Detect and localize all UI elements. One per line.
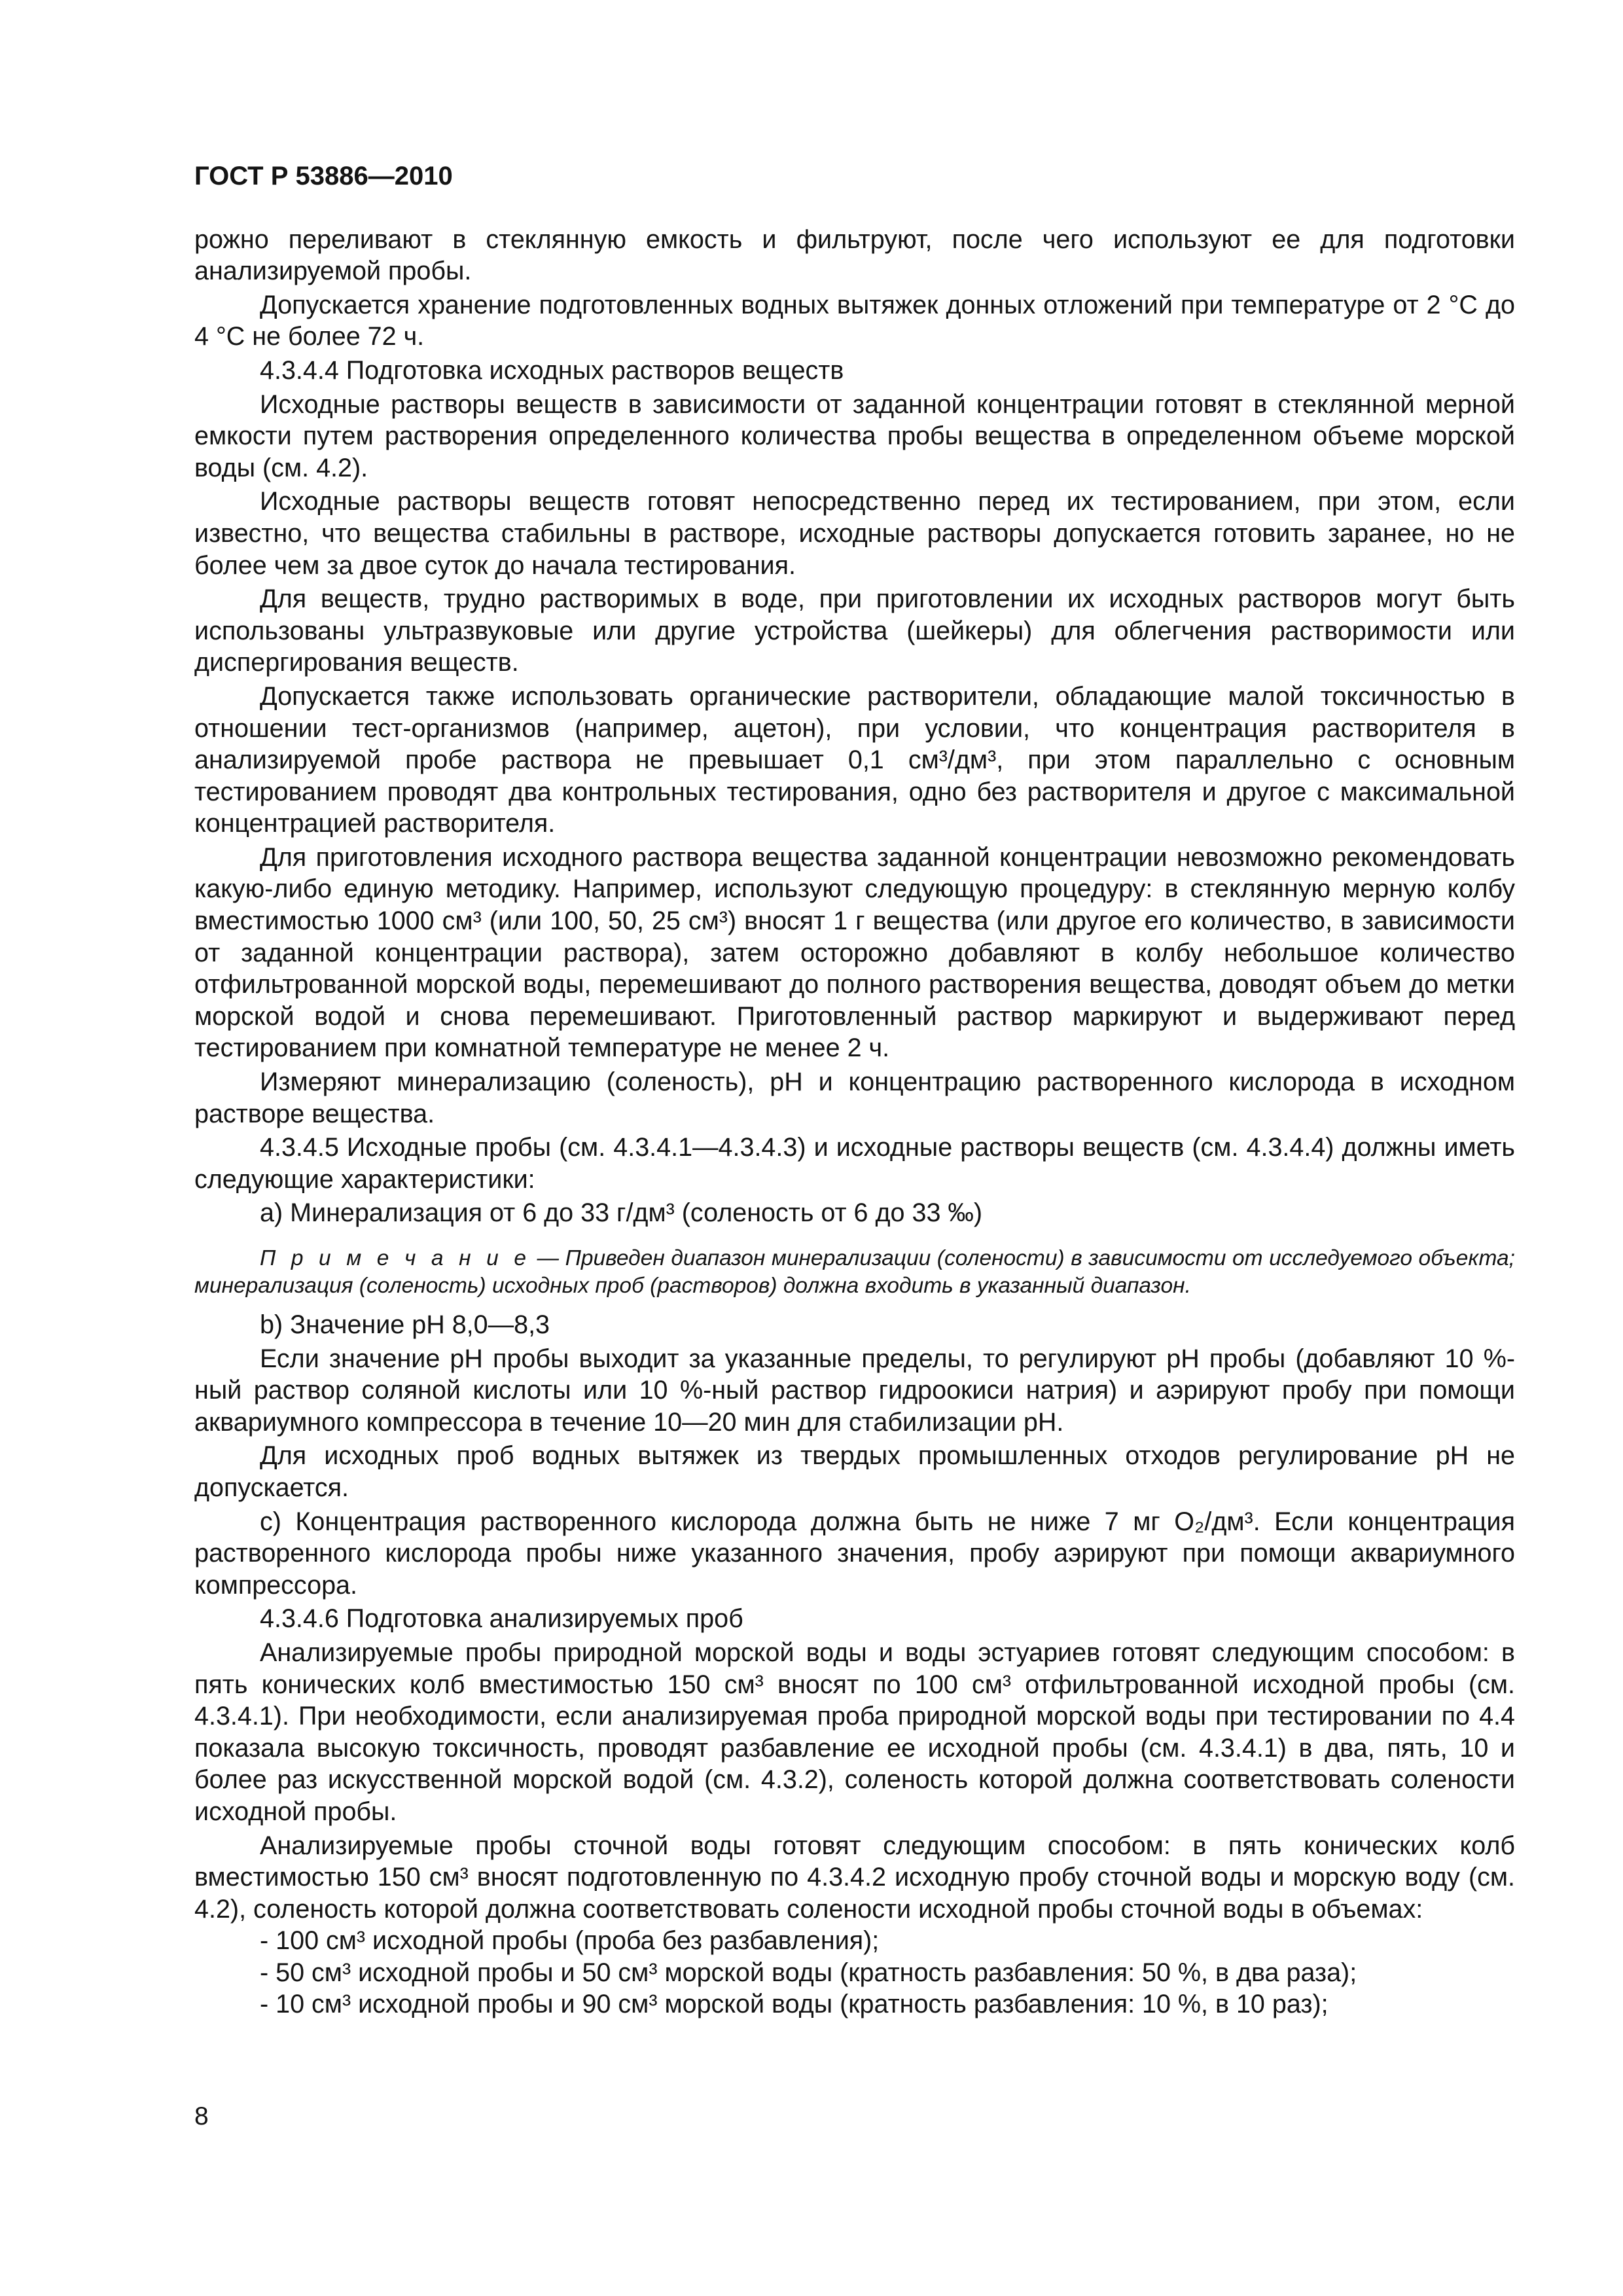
paragraph: рожно переливают в стеклянную емкость и фильтруют, после чего используют ее для подготовки анализируемой пробы.	[194, 224, 1515, 286]
document-header: ГОСТ Р 53886—2010	[194, 162, 453, 190]
paragraph: Для веществ, трудно растворимых в воде, при приготовлении их исходных растворов могут быть использованы ультразвуковые или другие устройства (шейкеры) для облегчения растворимости или диспергирования веществ.	[194, 584, 1515, 677]
list-item: - 50 см³ исходной пробы и 50 см³ морской воды (кратность разбавления: 50 %, в два раза);	[260, 1958, 1357, 1987]
note-label: П р и м е ч а н и е	[260, 1246, 531, 1270]
paragraph: Для исходных проб водных вытяжек из твердых промышленных отходов регулирование рН не допускается.	[194, 1441, 1515, 1502]
document-page	[194, 160, 1515, 2020]
note-paragraph	[194, 1245, 1515, 1300]
list-item: - 100 см³ исходной пробы (проба без разбавления);	[260, 1926, 880, 1956]
paragraph: 4.3.4.5 Исходные пробы (см. 4.3.4.1—4.3.4.3) и исходные растворы веществ (см. 4.3.4.4) должны иметь следующие характеристики:	[194, 1133, 1515, 1194]
paragraph: Анализируемые пробы природной морской воды и воды эстуариев готовят следующим способом: в пять конических колб вместимостью 150 см³ вносят по 100 см³ отфильтрованной исходной пробы (см. 4.3.4.1). При необходимости, если анализируемая проба природной морской воды при тестировании по 4.4 показала высокую токсичность, проводят разбавление ее исходной пробы (см. 4.3.4.1) в два, пять, 10 и более раз искусственной морской водой (см. 4.3.2), соленость которой должна соответствовать солености исходной пробы.	[194, 1638, 1515, 1826]
paragraph: Измеряют минерализацию (соленость), рН и концентрацию растворенного кислорода в исходном растворе вещества.	[194, 1067, 1515, 1128]
note-text: — Приведен диапазон минерализации (солености) в зависимости от исследуемого объекта; минерализация (соленость) исходных проб (растворов) должна входить в указанный диапазон.	[194, 1246, 1515, 1298]
paragraph: Для приготовления исходного раствора вещества заданной концентрации невозможно рекомендовать какую-либо единую методику. Например, используют следующую процедуру: в стеклянную мерную колбу вместимостью 1000 см³ (или 100, 50, 25 см³) вносят 1 г вещества (или другое его количество, в зависимости от заданной концентрации раствора), затем осторожно добавляют в колбу небольшое количество отфильтрованной морской воды, перемешивают до полного растворения вещества, доводят объем до метки морской водой и снова перемешивают. Приготовленный раствор маркируют и выдерживают перед тестированием при комнатной температуре не менее 2 ч.	[194, 842, 1515, 1063]
paragraph: Исходные растворы веществ готовят непосредственно перед их тестированием, при этом, если известно, что вещества стабильны в растворе, исходные растворы допускается готовить заранее, но не более чем за двое суток до начала тестирования.	[194, 487, 1515, 580]
paragraph: Допускается хранение подготовленных водных вытяжек донных отложений при температуре от 2 °С до 4 °С не более 72 ч.	[194, 290, 1515, 351]
paragraph: 4.3.4.4 Подготовка исходных растворов веществ	[260, 355, 844, 385]
paragraph: b) Значение рН 8,0—8,3	[260, 1310, 550, 1339]
paragraph: 4.3.4.6 Подготовка анализируемых проб	[260, 1604, 743, 1634]
paragraph: c) Концентрация растворенного кислорода должна быть не ниже 7 мг O₂/дм³. Если концентрация растворенного кислорода пробы ниже указанного значения, пробу аэрируют при помощи аквариумного компрессора.	[194, 1507, 1515, 1600]
paragraph: Допускается также использовать органические растворители, обладающие малой токсичностью в отношении тест-организмов (например, ацетон), при условии, что концентрация растворителя в анализируемой пробе раствора не превышает 0,1 см³/дм³, при этом параллельно с основным тестированием проводят два контрольных тестирования, одно без растворителя и другое с максимальной концентрацией растворителя.	[194, 681, 1515, 838]
list-item: - 10 см³ исходной пробы и 90 см³ морской воды (кратность разбавления: 10 %, в 10 раз);	[260, 1990, 1329, 2019]
paragraph: Исходные растворы веществ в зависимости от заданной концентрации готовят в стеклянной мерной емкости путем растворения определенного количества пробы вещества в определенном объеме морской воды (см. 4.2).	[194, 389, 1515, 482]
paragraph: Если значение рН пробы выходит за указанные пределы, то регулируют рН пробы (добавляют 10 %-ный раствор соляной кислоты или 10 %-ный раствор гидроокиси натрия) и аэрируют пробу при помощи аквариумного компрессора в течение 10—20 мин для стабилизации рН.	[194, 1344, 1515, 1437]
paragraph: a) Минерализация от 6 до 33 г/дм³ (соленость от 6 до 33 ‰)	[260, 1198, 983, 1228]
page-number: 8	[194, 2102, 209, 2130]
document-body	[194, 224, 1515, 2020]
paragraph: Анализируемые пробы сточной воды готовят следующим способом: в пять конических колб вместимостью 150 см³ вносят подготовленную по 4.3.4.2 исходную пробу сточной воды и морскую воду (см. 4.2), соленость которой должна соответствовать солености исходной пробы сточной воды в объемах:	[194, 1831, 1515, 1924]
